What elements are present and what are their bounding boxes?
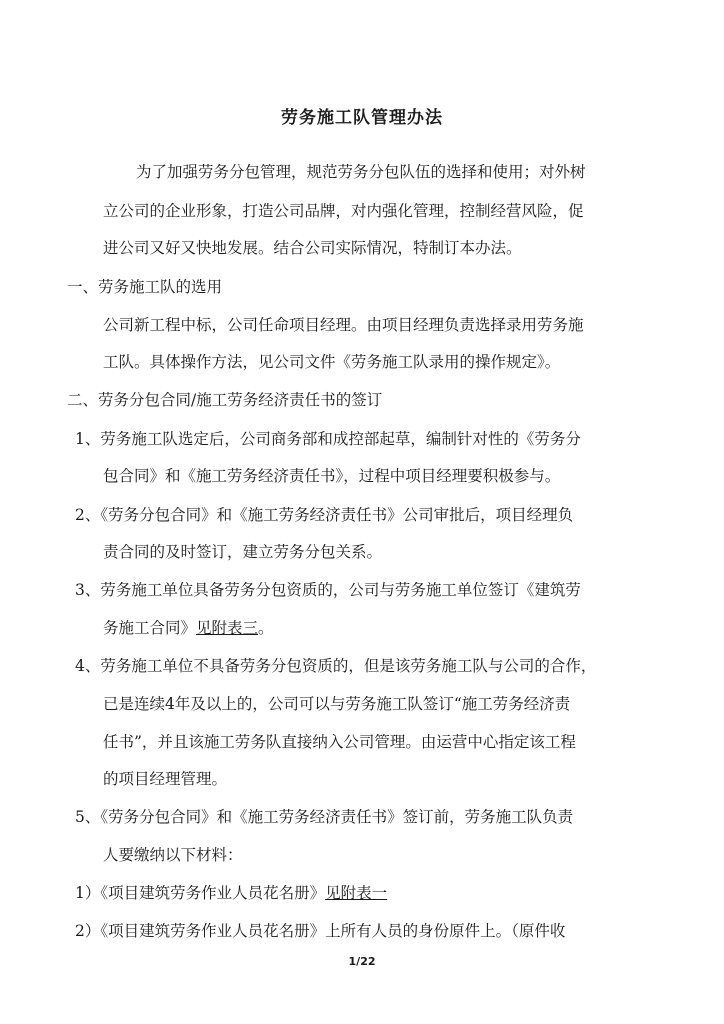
item-3-line-2-end: 。	[258, 619, 274, 637]
item-3-line-2	[103, 617, 274, 639]
section-1-line-2: 工队。具体操作方法，见公司文件《劳务施工队录用的操作规定》。	[103, 353, 561, 371]
page-separator: /	[356, 955, 361, 968]
item-3-line-2-text: 务施工合同》	[103, 619, 197, 637]
item-3-line-1: 3、劳务施工单位具备劳务分包资质的，公司与劳务施工单位签订《建筑劳	[75, 581, 581, 599]
current-page: 1	[348, 955, 357, 968]
item-1-line-1: 1、劳务施工队选定后，公司商务部和成控部起草，编制针对性的《劳务分	[75, 430, 581, 448]
intro-line-2: 立公司的企业形象，打造公司品牌，对内强化管理，控制经营风险，促	[103, 202, 584, 220]
item-1-line-2: 包合同》和《施工劳务经济责任书》，过程中项目经理要积极参与。	[103, 467, 561, 485]
document-title: 劳务施工队管理办法	[281, 108, 443, 128]
appendix-1-link[interactable]: 见附表一	[325, 884, 388, 902]
total-pages: 22	[360, 955, 376, 968]
sub-item-1-text: 1）《项目建筑劳务作业人员花名册》	[75, 884, 326, 902]
intro-line-1: 为了加强劳务分包管理，规范劳务分包队伍的选择和使用；对外树	[136, 163, 586, 181]
section-2-heading: 二、劳务分包合同/施工劳务经济责任书的签订	[67, 391, 383, 409]
intro-line-3: 进公司又好又快地发展。结合公司实际情况，特制订本办法。	[103, 239, 522, 257]
page-number	[0, 955, 724, 968]
item-2-line-2: 责合同的及时签订，建立劳务分包关系。	[103, 543, 383, 561]
sub-item-2: 2）《项目建筑劳务作业人员花名册》上所有人员的身份原件上。（原件收	[75, 922, 566, 940]
section-1-heading: 一、劳务施工队的选用	[67, 278, 223, 296]
item-5-line-2: 人要缴纳以下材料：	[103, 846, 243, 864]
item-4-line-3: 任书”，并且该施工劳务队直接纳入公司管理。由运营中心指定该工程	[103, 733, 576, 751]
item-4-line-1: 4、劳务施工单位不具备劳务分包资质的，但是该劳务施工队与公司的合作，	[75, 657, 597, 675]
item-4-line-2: 已是连续4年及以上的，公司可以与劳务施工队签订“施工劳务经济责	[103, 695, 571, 713]
appendix-3-link[interactable]: 见附表三	[196, 619, 259, 637]
item-5-line-1: 5、《劳务分包合同》和《施工劳务经济责任书》签订前，劳务施工队负责	[75, 808, 574, 826]
sub-item-1	[75, 882, 387, 904]
section-1-line-1: 公司新工程中标，公司任命项目经理。由项目经理负责选择录用劳务施	[103, 316, 584, 334]
item-4-line-4: 的项目经理管理。	[103, 770, 228, 788]
item-2-line-1: 2、《劳务分包合同》和《施工劳务经济责任书》公司审批后，项目经理负	[75, 506, 574, 524]
